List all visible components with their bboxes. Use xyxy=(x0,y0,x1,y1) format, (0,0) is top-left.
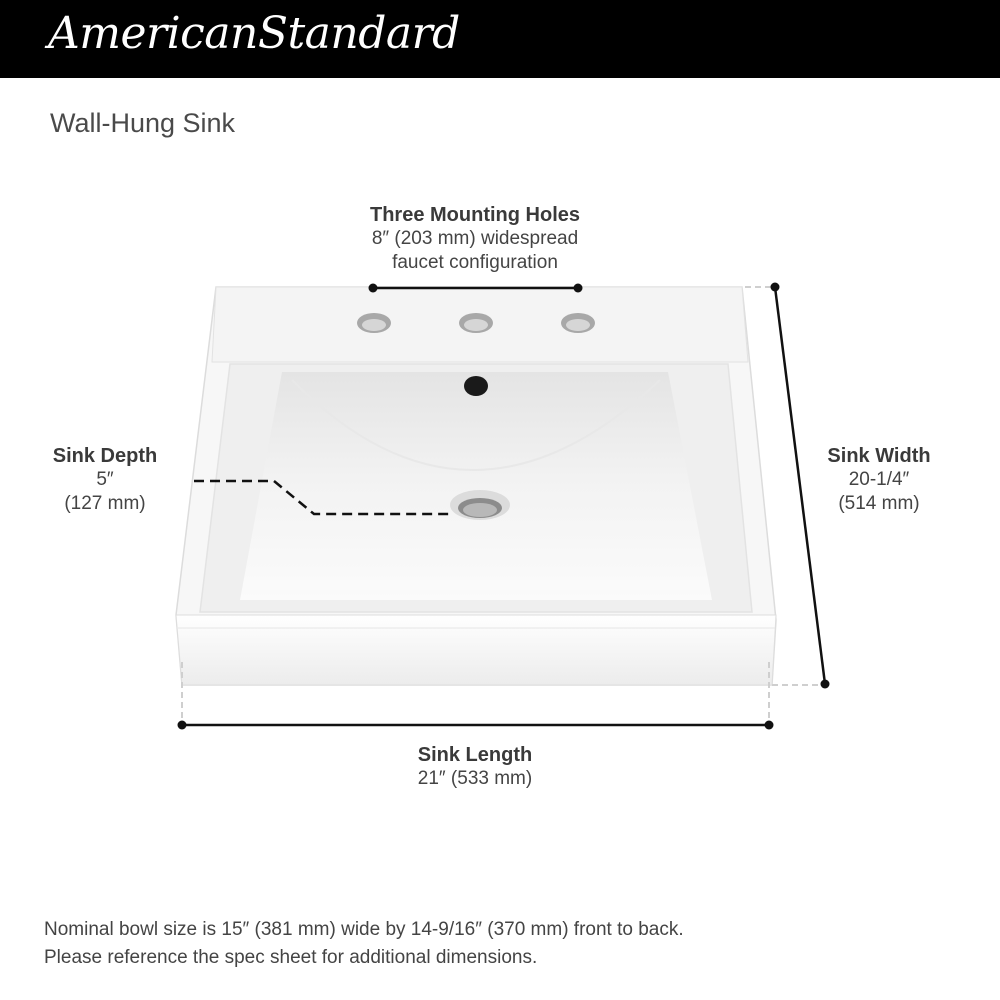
sink-depth-inches: 5″ xyxy=(96,469,114,490)
mounting-holes-title: Three Mounting Holes xyxy=(370,204,580,226)
sink-width-inches: 20-1/4″ xyxy=(848,469,910,490)
sink-width-mm: (514 mm) xyxy=(838,493,920,514)
sink-depth-title: Sink Depth xyxy=(52,445,158,467)
mounting-holes-size: 8″ (203 mm) widespread xyxy=(371,228,579,249)
sink-width-title: Sink Width xyxy=(827,445,931,467)
brand-logo: AmericanStandard xyxy=(48,8,460,59)
sink-length-title: Sink Length xyxy=(417,744,533,766)
page-title: Wall-Hung Sink xyxy=(50,108,236,138)
sink-length-value: 21″ (533 mm) xyxy=(417,768,533,789)
footnote xyxy=(44,916,684,972)
mounting-holes-config: faucet configuration xyxy=(392,252,558,273)
overflow-hole xyxy=(464,376,488,396)
sink-width-label xyxy=(805,444,953,516)
mounting-holes-label xyxy=(325,203,625,275)
drain xyxy=(450,490,510,520)
sink-depth-mm: (127 mm) xyxy=(64,493,146,514)
sink-depth-label xyxy=(30,444,180,516)
sink-image xyxy=(176,287,776,685)
footnote-line-2: Please reference the spec sheet for additional dimensions. xyxy=(44,947,538,968)
footnote-line-1: Nominal bowl size is 15″ (381 mm) wide by 14-9/16″ (370 mm) front to back. xyxy=(44,919,684,940)
sink-length-label xyxy=(375,743,575,791)
